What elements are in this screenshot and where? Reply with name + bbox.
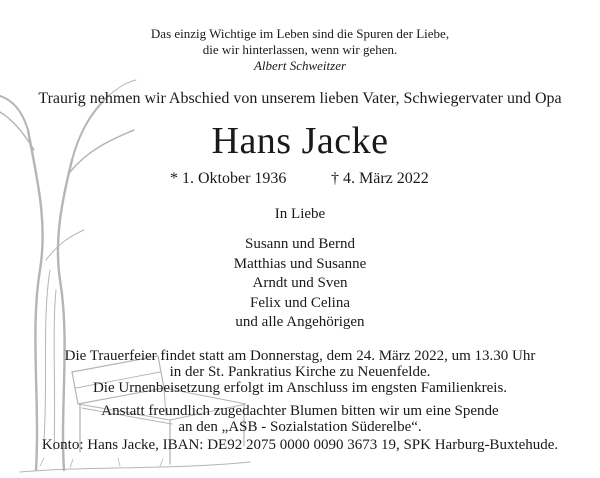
service-line-1: Die Trauerfeier findet statt am Donnerstag, dem 24. März 2022, um 13.30 Uhr [64,348,536,364]
quote-line-1: Das einzig Wichtige im Leben sind die Spuren der Liebe, [150,26,450,41]
life-dates [0,170,600,190]
death-date: † 4. März 2022 [331,170,429,187]
deceased-name: Hans Jacke [211,120,389,162]
intro-text: Traurig nehmen wir Abschied von unserem lieben Vater, Schwiegervater und Opa [38,90,562,107]
mourner-4: Felix und Celina [250,295,350,311]
mourner-2: Matthias und Susanne [233,256,367,272]
mourner-1: Susann und Bernd [245,236,355,252]
donation-line-1: Anstatt freundlich zugedachter Blumen bitten wir um eine Spende [101,403,499,419]
quote-author: Albert Schweitzer [253,58,347,73]
service-line-2: in der St. Pankratius Kirche zu Neuenfelde. [169,364,431,380]
mourner-3: Arndt und Sven [252,275,348,291]
donation-line-3: Konto: Hans Jacke, IBAN: DE92 2075 0000 0090 3673 19, SPK Harburg-Buxtehude. [41,437,559,453]
mourner-5: und alle Angehörigen [235,314,365,330]
quote-line-2: die wir hinterlassen, wenn wir gehen. [202,42,398,57]
donation-line-2: an den „ASB - Sozialstation Süderelbe“. [178,419,422,435]
birth-date: * 1. Oktober 1936 [170,170,287,187]
in-love-label: In Liebe [274,206,326,222]
service-line-3: Die Urnenbeisetzung erfolgt im Anschluss im engsten Familienkreis. [92,380,508,396]
